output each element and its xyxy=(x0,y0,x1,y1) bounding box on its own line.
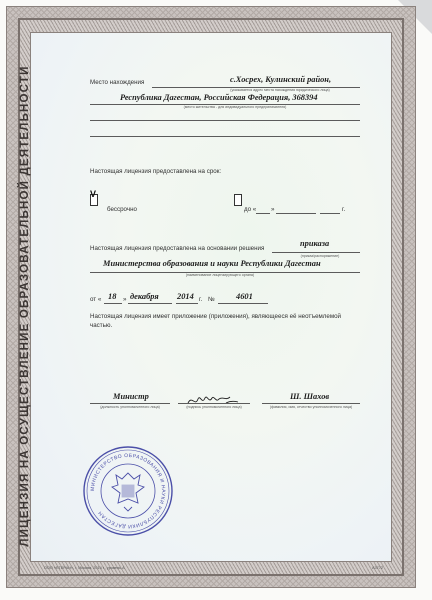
indefinite-label: бессрочно xyxy=(107,206,137,213)
term-until-mid: » xyxy=(271,206,275,213)
blank-line-2 xyxy=(90,136,360,137)
check-mark: V xyxy=(90,189,97,199)
decision-year-suffix: г. xyxy=(199,296,203,303)
name-caption: (фамилия, имя, отчество уполномоченного лица) xyxy=(269,405,353,409)
eagle-emblem-icon xyxy=(112,473,144,511)
authority-caption: (наименование лицензирующего органа) xyxy=(185,273,255,277)
position-caption: (должность уполномоченного лица) xyxy=(100,405,160,409)
location-address-line-2: Республика Дагестан, Российская Федерация, 368394 xyxy=(120,93,318,102)
term-until-year-suffix: г. xyxy=(342,206,346,213)
location-label: Место нахождения xyxy=(90,79,145,86)
term-label: Настоящая лицензия предоставлена на срок: xyxy=(90,168,222,175)
signatory-name: Ш. Шахов xyxy=(290,392,330,401)
side-title: ЛИЦЕНЗИЯ НА ОСУЩЕСТВЛЕНИЕ ОБРАЗОВАТЕЛЬНОЙ ДЕЯТЕЛЬНОСТИ xyxy=(19,65,31,547)
decision-type-line xyxy=(272,252,360,253)
form-code: А3772 xyxy=(372,566,383,570)
term-until-month-line xyxy=(276,213,316,214)
term-until-year-line xyxy=(320,213,340,214)
decision-number: 4601 xyxy=(236,292,253,301)
printer-info: ООО «ЕТЕРАН», г. Москва, 2014 г., уровень А xyxy=(44,566,125,570)
decision-year: 2014 xyxy=(177,292,194,301)
basis-label: Настоящая лицензия предоставлена на основании решения xyxy=(90,245,265,252)
seal-text: МИНИСТЕРСТВО ОБРАЗОВАНИЯ И НАУКИ РЕСПУБЛИКИ ДАГЕСТАН xyxy=(89,452,167,530)
day-line xyxy=(104,303,122,304)
signatory-position: Министр xyxy=(113,392,149,401)
number-line xyxy=(218,303,268,304)
side-title-strip xyxy=(14,60,36,560)
year-line xyxy=(176,303,198,304)
signature-line xyxy=(178,403,250,404)
appendix-text: Настоящая лицензия имеет приложение (приложения), являющееся её неотъемлемой частью. xyxy=(90,313,341,329)
name-line xyxy=(262,403,360,404)
month-line xyxy=(128,303,172,304)
day-close: » xyxy=(123,296,127,303)
term-until-checkbox xyxy=(234,194,242,206)
signature-caption: (подпись уполномоченного лица) xyxy=(186,405,242,409)
decision-type: приказа xyxy=(300,239,330,248)
blank-line-1 xyxy=(90,120,360,121)
term-until-day-line xyxy=(256,213,270,214)
decision-number-label: № xyxy=(208,296,215,303)
decision-day: 18 xyxy=(108,292,117,301)
from-label: от « xyxy=(90,296,102,303)
location-line-2-caption: (место жительства - для индивидуального предпринимателя) xyxy=(183,105,287,109)
licensing-authority: Министерства образования и науки Республики Дагестан xyxy=(103,259,321,268)
position-line xyxy=(90,403,170,404)
term-until-label: до « xyxy=(244,206,257,213)
official-seal xyxy=(82,445,174,537)
decision-type-caption: (приказ/распоряжение) xyxy=(300,254,340,258)
location-line-1-caption: (указывается адрес места нахождения юридического лица) xyxy=(230,88,330,92)
location-address-line-1: с.Хосрех, Кулинский район, xyxy=(230,75,332,84)
decision-month: декабря xyxy=(130,292,159,301)
